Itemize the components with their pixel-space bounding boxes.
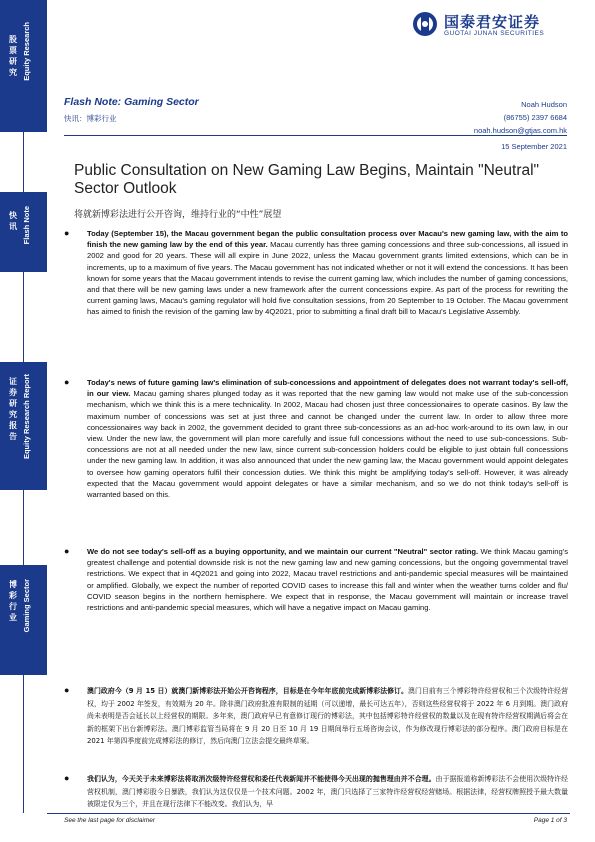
sidebar-divider xyxy=(23,132,24,192)
flash-note-title: Flash Note: Gaming Sector xyxy=(64,96,199,108)
logo-cn-text: 国泰君安证券 xyxy=(444,13,541,31)
footer-disclaimer: See the last page for disclaimer xyxy=(64,817,156,824)
sidebar-section-equity-research-report xyxy=(0,362,47,490)
sidebar xyxy=(0,0,47,842)
author-phone: (86755) 2397 6684 xyxy=(503,113,567,122)
sidebar-section-gaming-sector xyxy=(0,565,47,675)
flash-note-subtitle: 快讯：博彩行业 xyxy=(64,114,117,123)
sidebar-en-label: Gaming Sector xyxy=(22,579,31,633)
report-title-cn: 将就新博彩法进行公开咨询，维持行业的“中性”展望 xyxy=(74,210,282,220)
author-name: Noah Hudson xyxy=(521,100,567,109)
bullet-text: 我们认为，今天关于未来博彩法将取消次级特许经营权和委任代表新闻并不能使得今天出现的抛售理由并不合理。由于据报道称新博彩法不会使用次级特许经营权机制，澳门博彩股今日暴跌，我们认为这仅仅是一个技术问题。2002 年，澳门只选择了三家特许经营权经营赌场。根据法律，经营权牌照授予最大数量被限定仅为三个，并且在现行法律下不能改变。我们认为，早 xyxy=(87,775,568,809)
author-block xyxy=(474,98,567,137)
sidebar-cn-label: 证 券 研 究 报 告 xyxy=(9,377,17,441)
report-title: Public Consultation on New Gaming Law Begins, Maintain "Neutral" Sector Outlook xyxy=(74,162,540,197)
bullet-text: Today's news of future gaming law's elimination of sub-concessions and appointment of delegates does not warrant today's sell-off, in our view. Macau gaming shares plunged today as it was reported that the new gaming law would not make use of the sub-concession mechanism, which we think this is a mere technicality. In 2002, Macau had chosen just three concessionaires to operate casinos. By law the maximum number of concessions was set at just three and cannot be changed under the current law. In order to allow three more concessionaires way back in 2002, the government decided to grant three sub-concessions as an ad-hoc work-around to its own law, in our view. Under the new law, the government will plan more carefully and issue full concessions without the need to use sub-concessions. Sub-concessions are not at all needed under the new law, since current sub-concession holders could be eligible to just obtain full concessions under the new gaming law. In addition, it was also announced that under the new gaming law, the Macau government would appoint delegates to oversee how gaming operators fulfil their concession duties. We think this might be amplifying today's sell-off. However, it was already expected that the Macau government would appoint delegates or have a similar mechanism, and so we do not think today's sell-off is warranted based on this. xyxy=(87,378,568,500)
author-email[interactable]: noah.hudson@gtjas.com.hk xyxy=(473,126,567,135)
bullet-icon: ● xyxy=(64,377,70,387)
report-date: 15 September 2021 xyxy=(501,142,567,151)
sidebar-cn-label: 快 讯 xyxy=(9,211,17,231)
bullet-icon: ● xyxy=(64,773,70,783)
sidebar-divider xyxy=(23,675,24,813)
logo-mark-icon xyxy=(410,11,440,37)
bullet-icon: ● xyxy=(64,228,70,238)
footer-divider xyxy=(47,813,570,814)
sidebar-divider xyxy=(23,272,24,362)
sidebar-divider xyxy=(23,490,24,565)
bullet-icon: ● xyxy=(64,685,70,695)
sidebar-section-equity-research xyxy=(0,0,47,132)
company-logo xyxy=(410,8,582,40)
logo-en-text: GUOTAI JUNAN SECURITIES xyxy=(444,30,545,37)
sidebar-cn-label: 股 票 研 究 xyxy=(9,35,17,77)
page-number: Page 1 of 3 xyxy=(533,817,567,824)
bullet-text: Today (September 15), the Macau government began the public consultation process over Macau's new gaming law, with the aim to finish the new gaming law by the end of this year. Macau currently has three gaming concessions and three sub-concessions, all issued in 2002 and good for 20 years. These will all expire in June 2022, unless the Macau government grants limited extensions, which can be in increments, up to a maximum of five years. The Macau government has not indicated whether or not it will extend the concessions. It has been known for some years that the Macau government intends to revise the current gaming law, which includes the number of gaming concessions, and that there will be new gaming laws under a new framework after the current concessions expire. As part of the process for rewriting the current gaming laws, Macau's gaming regulator will hold five consultation sessions, from 20 September to 19 October. The Macau government has aimed to finish the revision of the gaming law by 4Q2021, prior to submitting a final draft bill to Macau's Legislative Assembly. xyxy=(87,229,568,317)
bullet-text: We do not see today's sell-off as a buying opportunity, and we maintain our current "Neutral" sector rating. We think Macau gaming's greatest challenge and potential downside risk is not the new gaming law and new gaming concessions, but the ongoing governmental travel restrictions. We expect that in 4Q2021 and going into 2022, Macau travel restrictions and anti-pandemic special measures will be maintained or amplified. Globally, we expect the number of reported COVID cases to increase this fall and winter when the weather turns colder and flu/ COVID season begins in the northern hemisphere. We expect that in response, the Macau government will maintain or increase travel restrictions and anti-pandemic special measures, which will have a negative impact on Macau gaming. xyxy=(87,547,569,613)
sidebar-en-label: Equity Research Report xyxy=(22,374,31,460)
sidebar-cn-label: 博 彩 行 业 xyxy=(9,580,17,622)
sidebar-section-flash-note xyxy=(0,192,47,272)
header-divider xyxy=(64,135,567,136)
bullet-icon: ● xyxy=(64,546,70,556)
sidebar-en-label: Equity Research xyxy=(22,22,31,81)
sidebar-en-label: Flash Note xyxy=(22,206,31,245)
bullet-text: 澳门政府今（9 月 15 日）就澳门新博彩法开始公开咨询程序，目标是在今年年底前完成新博彩法修订。澳门目前有三个博彩特许经营权和三个次级特许经营权，均于 2002 年签发，有效期为 20 年。除非澳门政府批准有限制的延期（可以递增，最长可达五年），否则这些经营权将于 2022 年 6 月到期。澳门政府尚未表明是否会延长以上经营权的期限。多年来，澳门政府早已有意修订现行的博彩法，其中包括博彩特许经营权的数量以及在现有特许经营权期满后将会在新的框架下出台新博彩法。澳门博彩监管当局将在 9 月 20 日至 10 月 19 日期间举行五场咨询会议，作为修改现行博彩法的部分程序。澳门政府目标是在 2021 年第四季度前完成博彩法的修订，然后向澳门立法会提交最终草案。 xyxy=(87,687,568,746)
